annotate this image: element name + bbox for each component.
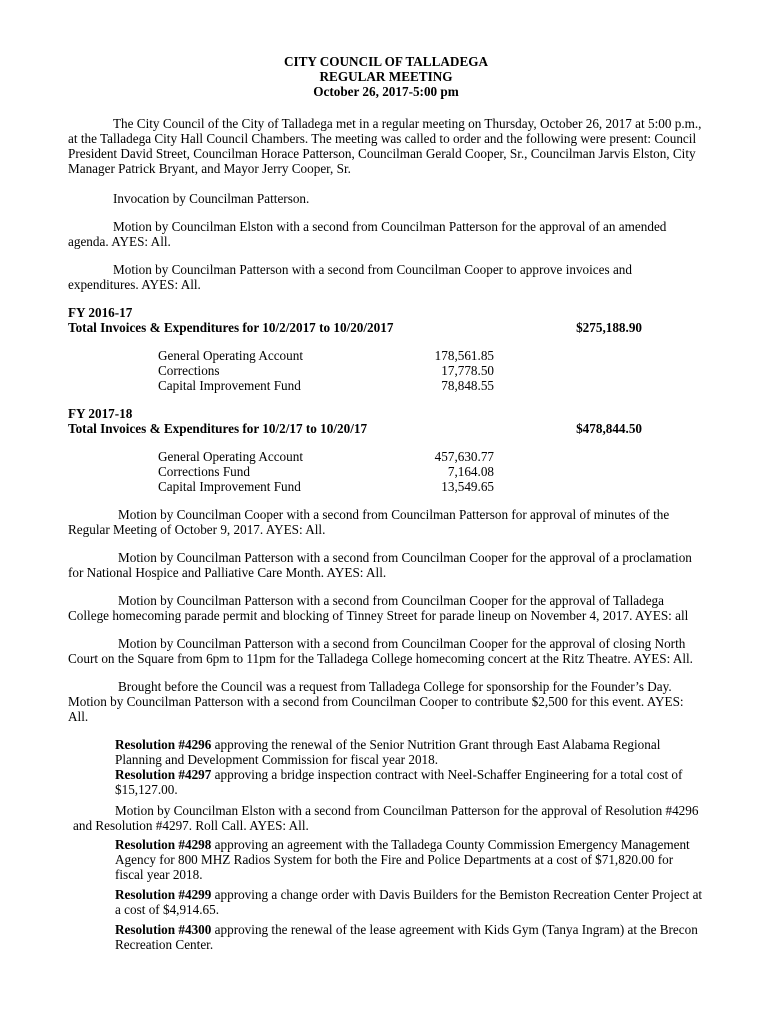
account-row — [158, 479, 494, 494]
resolutions-group-b — [115, 837, 704, 952]
fy2-accounts — [158, 449, 494, 494]
account-name: Capital Improvement Fund — [158, 378, 301, 393]
resolution-item — [115, 767, 704, 797]
resolutions-motion — [73, 803, 704, 833]
account-amount: 457,630.77 — [434, 449, 494, 464]
account-amount: 78,848.55 — [441, 378, 494, 393]
account-name: Capital Improvement Fund — [158, 479, 301, 494]
resolution-text: approving the renewal of the Senior Nutrition Grant through East Alabama Regional Planning and Development Commission for fiscal year 2018. — [115, 737, 661, 767]
agenda-motion: Motion by Councilman Elston with a second from Councilman Patterson for the approval of an amended agenda. AYES: All. — [68, 219, 667, 249]
resolution-text: approving a change order with Davis Builders for the Bemiston Recreation Center Project at a cost of $4,914.65. — [115, 887, 703, 917]
header-subtitle: REGULAR MEETING — [319, 69, 453, 84]
founders-day-motion: Brought before the Council was a request from Talladega College for sponsorship for the Founder’s Day. Motion by Councilman Patterson with a second from Councilman Cooper to contribute $2,500 for this event. AYES: All. — [68, 679, 684, 724]
resolution-number: Resolution #4299 — [115, 887, 212, 902]
resolution-text: approving the renewal of the lease agreement with Kids Gym (Tanya Ingram) at the Brecon Recreation Center. — [115, 922, 698, 952]
fy2-total-label: Total Invoices & Expenditures for 10/2/17 to 10/20/17 — [68, 421, 368, 436]
account-name: General Operating Account — [158, 348, 304, 363]
proclamation-motion: Motion by Councilman Patterson with a second from Councilman Cooper for the approval of a proclamation for National Hospice and Palliative Care Month. AYES: All. — [68, 550, 692, 580]
fy1-total-row — [68, 320, 704, 335]
resolution-text: approving a bridge inspection contract with Neel-Schaffer Engineering for a total cost of $15,127.00. — [115, 767, 683, 797]
account-row — [158, 363, 494, 378]
account-row — [158, 464, 494, 479]
fy1-title: FY 2016-17 — [68, 305, 133, 320]
account-amount: 7,164.08 — [447, 464, 494, 479]
fy2-total-amount: $478,844.50 — [576, 421, 642, 436]
resolution-item — [115, 737, 704, 767]
resolutions-motion-text: Motion by Councilman Elston with a second from Councilman Patterson for the approval of Resolution #4296 and Resolution #4297. Roll Call. AYES: All. — [73, 803, 699, 833]
parade-motion: Motion by Councilman Patterson with a second from Councilman Cooper for the approval of Talladega College homecoming parade permit and blocking of Tinney Street for parade lineup on November 4, 2017. AYES: all — [68, 593, 689, 623]
invoices-motion: Motion by Councilman Patterson with a second from Councilman Cooper to approve invoices and expenditures. AYES: All. — [68, 262, 632, 292]
resolution-number: Resolution #4298 — [115, 837, 212, 852]
header-date: October 26, 2017-5:00 pm — [313, 84, 459, 99]
account-amount: 13,549.65 — [441, 479, 494, 494]
fy1-accounts — [158, 348, 494, 393]
resolution-number: Resolution #4300 — [115, 922, 212, 937]
fy2-total-row — [68, 421, 704, 436]
fy2-title: FY 2017-18 — [68, 406, 133, 421]
fy-2016-17-section — [68, 305, 704, 393]
resolution-number: Resolution #4297 — [115, 767, 212, 782]
fy1-total-amount: $275,188.90 — [576, 320, 642, 335]
resolution-text: approving an agreement with the Talladega County Commission Emergency Management Agency for 800 MHZ Radios System for both the Fire and Police Departments at a cost of $71,820.00 for fiscal year 2018. — [115, 837, 690, 882]
resolution-item — [115, 837, 704, 882]
header-title: CITY COUNCIL OF TALLADEGA — [283, 54, 489, 69]
account-amount: 178,561.85 — [434, 348, 494, 363]
resolution-item — [115, 887, 704, 917]
intro-paragraph: The City Council of the City of Talladega met in a regular meeting on Thursday, October 26, 2017 at 5:00 p.m., at the Talladega City Hall Council Chambers. The meeting was called to order and the following were present: Council President David Street, Councilman Horace Patterson, Councilman Gerald Cooper, Sr., Councilman Jarvis Elston, City Manager Patrick Bryant, and Mayor Jerry Cooper, Sr. — [68, 116, 702, 176]
account-name: Corrections — [158, 363, 220, 378]
account-amount: 17,778.50 — [441, 363, 494, 378]
account-row — [158, 348, 494, 363]
fy1-total-label: Total Invoices & Expenditures for 10/2/2017 to 10/20/2017 — [68, 320, 394, 335]
resolutions-group-a — [115, 737, 704, 797]
account-name: General Operating Account — [158, 449, 304, 464]
fy-2017-18-section — [68, 406, 704, 494]
resolution-number: Resolution #4296 — [115, 737, 212, 752]
account-row — [158, 449, 494, 464]
account-row — [158, 378, 494, 393]
concert-motion: Motion by Councilman Patterson with a second from Councilman Cooper for the approval of closing North Court on the Square from 6pm to 11pm for the Talladega College homecoming concert at the Ritz Theatre. AYES: All. — [68, 636, 693, 666]
resolution-item — [115, 922, 704, 952]
invocation-paragraph: Invocation by Councilman Patterson. — [113, 191, 310, 206]
document-header — [68, 54, 704, 99]
account-name: Corrections Fund — [158, 464, 250, 479]
minutes-page — [68, 54, 704, 952]
minutes-motion: Motion by Councilman Cooper with a second from Councilman Patterson for approval of minutes of the Regular Meeting of October 9, 2017. AYES: All. — [68, 507, 670, 537]
